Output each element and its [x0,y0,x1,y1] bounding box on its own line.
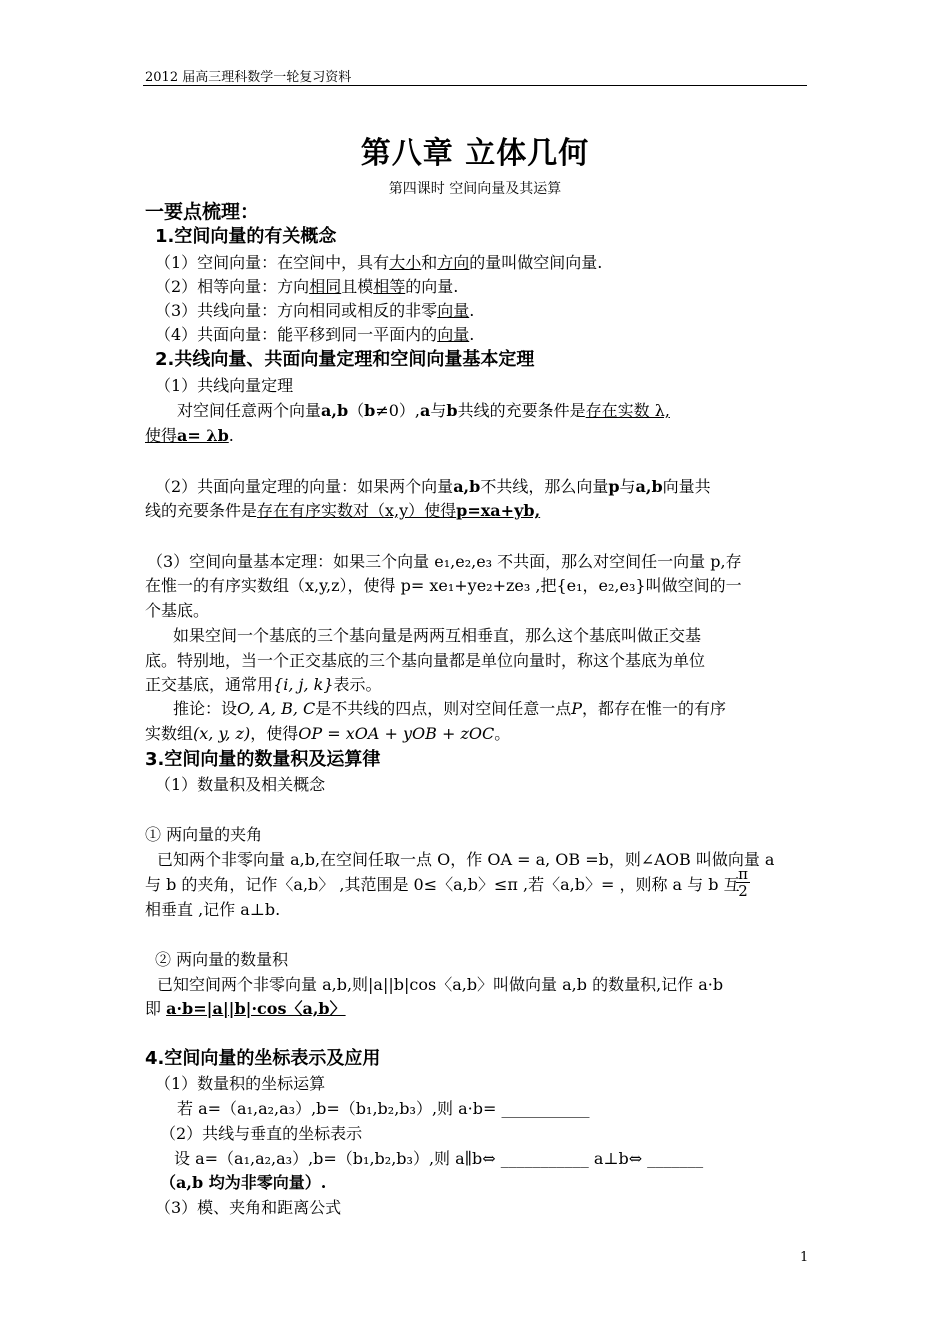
dot-product-subheading: ② 两向量的数量积 [155,950,289,969]
nonzero-note: （a,b 均为非零向量）. [160,1173,327,1192]
basis-theorem-line-1: （3）空间向量基本定理：如果三个向量 e₁,e₂,e₃ 不共面，那么对空间任一向量 p,存 [147,552,742,571]
angle-line-2: 与 b 的夹角，记作〈a,b〉 ,其范围是 0≤〈a,b〉≤π ,若〈a,b〉= ，则称 a 与 b 互 [145,875,740,894]
concept-line-2: （2）相等向量：方向相同且模相等的向量. [155,277,459,296]
angle-line-3: 相垂直 ,记作 a⊥b. [145,900,281,919]
lesson-subtitle: 第四课时 空间向量及其运算 [388,181,562,197]
concept-line-4: （4）共面向量：能平移到同一平面内的向量. [155,325,475,344]
collinear-theorem-line-2: 使得a= λb. [145,426,234,445]
basis-theorem-line-3: 个基底。 [145,601,210,620]
basis-theorem-line-2: 在惟一的有序实数组（x,y,z），使得 p= xe₁+ye₂+ze₃ ,把{e₁，e₂,e₃}叫做空间的一 [145,576,742,595]
collinear-perpendicular-label: （2）共线与垂直的坐标表示 [160,1124,363,1143]
concept-line-3: （3）共线向量：方向相同或相反的非零向量. [155,301,475,320]
coordinate-dot-label: （1）数量积的坐标运算 [155,1074,326,1093]
running-header: 2012 届高三理科数学一轮复习资料 [145,70,352,85]
dot-product-label: （1）数量积及相关概念 [155,775,326,794]
dot-product-line-1: 已知空间两个非零向量 a,b,则|a||b|cos〈a,b〉叫做向量 a,b 的数量积,记作 a·b [157,975,724,994]
section-heading-3: 3.空间向量的数量积及运算律 [145,749,381,770]
orthogonal-basis-line-1: 如果空间一个基底的三个基向量是两两互相垂直，那么这个基底叫做正交基 [173,626,702,645]
corollary-line-1: 推论：设O, A, B, C是不共线的四点，则对空间任意一点P，都存在惟一的有序 [173,699,727,718]
norm-angle-distance-label: （3）模、夹角和距离公式 [155,1198,342,1217]
header-rule [143,85,807,86]
concept-line-1: （1）空间向量：在空间中，具有大小和方向的量叫做空间向量. [155,253,603,272]
collinear-theorem-label: （1）共线向量定理 [155,376,294,395]
section-heading-1: 1.空间向量的有关概念 [155,226,337,247]
pi-over-two-fraction: $\frac{\pi}{2}$ [736,866,750,899]
chapter-title: 第八章 立体几何 [360,136,590,171]
angle-subheading: ① 两向量的夹角 [145,825,263,844]
section-heading-4: 4.空间向量的坐标表示及应用 [145,1048,381,1069]
dot-product-line-2: 即 a·b=|a||b|·cos〈a,b〉 [145,999,346,1018]
coordinate-dot-formula: 若 a=（a₁,a₂,a₃）,b=（b₁,b₂,b₃）,则 a·b= ___________ [177,1099,590,1118]
coplanar-theorem-line-2: 线的充要条件是存在有序实数对（x,y）使得p=xa+yb, [145,501,541,520]
angle-line-1: 已知两个非零向量 a,b,在空间任取一点 O，作 OA = a, OB =b，则∠AOB 叫做向量 a [157,850,775,869]
corollary-line-2: 实数组(x, y, z)，使得OP = xOA + yOB + zOC。 [145,724,511,743]
section-heading-key-points: 一要点梳理： [145,201,260,223]
orthogonal-basis-line-3: 正交基底，通常用{i, j, k}表示。 [145,675,382,694]
orthogonal-basis-line-2: 底。特别地，当一个正交基底的三个基向量都是单位向量时，称这个基底为单位 [145,651,706,670]
collinear-theorem-line-1: 对空间任意两个向量a,b（b≠0）,a与b共线的充要条件是存在实数 λ, [177,401,670,420]
page-number: 1 [800,1250,809,1265]
collinear-perpendicular-formula: 设 a=（a₁,a₂,a₃）,b=（b₁,b₂,b₃）,则 a∥b⇔ ___________ a⊥b⇔ _______ [174,1149,704,1168]
section-heading-2: 2.共线向量、共面向量定理和空间向量基本定理 [155,349,535,370]
coplanar-theorem-line-1: （2）共面向量定理的向量：如果两个向量a,b不共线，那么向量p与a,b向量共 [155,477,711,496]
